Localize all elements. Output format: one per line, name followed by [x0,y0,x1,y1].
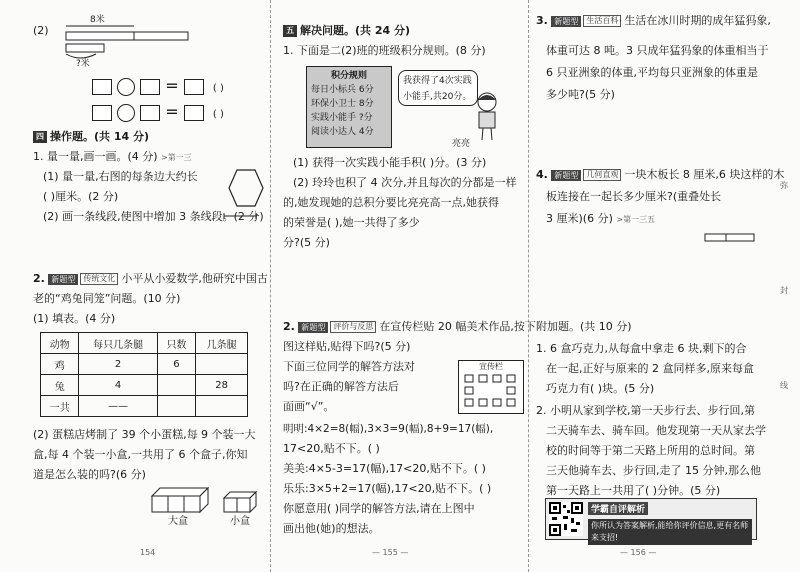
operator-circle[interactable] [117,104,135,122]
tag-new: 新题型 [298,322,328,333]
blank-paren: ( ) [212,83,224,94]
promo-banner[interactable] [545,498,757,540]
seal-line-char: 弥 [780,181,788,190]
blank-box[interactable] [184,79,204,95]
boy-name: 亮亮 [452,139,471,149]
q1-line: 1. 量一量,画一画。(4 分) >第一三 [33,150,192,163]
table-header-row: 动物 每只几条腿 只数 几条腿 [41,333,248,354]
q1-sub1a: (1) 量一量,右图的每条边大约长 [43,170,198,183]
equation-row-2: = ( ) [92,102,224,122]
seal-line-char: 封 [780,286,788,295]
q1-sub1b: ( )厘米。(2 分) [43,190,119,203]
section-5-title: 五 解决问题。(共 24 分) [283,22,410,40]
promo-text: 你所认为答案解析,能给你评价信息,更有名师来支招! [588,519,752,545]
qr-code-icon[interactable] [549,502,583,536]
small-box-figure [222,490,258,514]
tag-new: 新题型 [551,16,581,27]
q2-sub2-a: (2) 蛋糕店烤制了 39 个小蛋糕,每 9 个装一大 [33,428,256,441]
solution-mei: 美美:4×5-3=17(幅),17<20,贴不下。( ) [283,462,486,475]
blank-box[interactable] [92,105,112,121]
blank-box[interactable] [92,79,112,95]
boy-figure [470,90,504,142]
chicken-rabbit-table [40,332,248,417]
tag-reflect: 评价与反思 [330,321,376,333]
page-number-middle: — 155 — [372,548,409,557]
tag-new: 新题型 [551,170,581,181]
m-q2-text-b: 图这样贴,贴得下吗?(5 分) [283,340,411,353]
e1-c: 巧克力有( )块。(5 分) [546,382,655,395]
e2-d: 三天他骑车去、步行回,走了 15 分钟,那么他 [546,464,761,477]
e2-c: 校的时间等于第二天路上所用的总时间。第 [546,444,755,457]
r-q4-header: 4. 新题型 几何直观 一块木板长 8 厘米,6 块这样的木 [536,168,785,181]
small-box-label: 小盒 [230,516,250,527]
section-number-icon: 四 [33,131,47,143]
m-q2-text-e: 面画“√”。 [283,400,335,413]
board-grid [459,372,523,412]
e2-b: 二天骑车去、骑车回。他发现第一天从家去学 [546,424,766,437]
r-q3-d: 多少吨?(5 分) [546,88,615,101]
column-divider-2 [528,0,529,572]
e1-a: 1. 6 盒巧克力,从每盒中拿走 6 块,剩下的合 [536,342,747,355]
rule-item: 阅读小达人 4分 [311,127,374,137]
equation-row-1: = ( ) [92,76,224,96]
q2-header: 2. 新题型 传统文化 小平从小爱数学,他研究中国古 [33,272,268,285]
extra-title: 附加题。(共 10 分) [536,320,632,333]
bar-top-label: 8米 [90,15,105,25]
rule-item: 每日小标兵 6分 [311,85,374,95]
q2-sub1: (1) 填表。(4 分) [33,312,116,325]
m-q1-sub2-a: (2) 玲玲也积了 4 次分,并且每次的分都是一样 [293,176,517,189]
q2-sub2-c: 道是怎么装的吗?(6 分) [33,468,146,481]
m-q1-sub2-b: 的,她发现她的总积分要比亮亮高一点,她获得 [283,196,499,209]
seal-line-char: 线 [780,381,788,390]
solution-ming: 明明:4×2=8(幅),3×3=9(幅),8+9=17(幅), [283,423,494,435]
section-number-icon: 五 [283,25,297,37]
m-q2-header: 2. 新题型 评价与反思 在宣传栏贴 20 幅美术作品,按下 [283,320,536,333]
page-number-right: — 156 — [620,548,657,557]
bulletin-board: 宣传栏 [458,360,524,414]
tag-geometry: 几何直观 [583,169,621,181]
m-q2-text-d: 吗?在正确的解答方法后 [283,380,399,393]
q2-label: (2) [33,24,49,37]
speech-bubble: 我获得了4次实践 小能手,共20分。 [398,70,478,106]
table-row: 兔 4 28 [41,375,248,396]
promo-title: 学霸自评解析 [588,502,648,515]
column-divider-1 [270,0,271,572]
operator-circle[interactable] [117,78,135,96]
r-q3-header: 3. 新题型 生活百科 生活在冰川时期的成年猛犸象, [536,14,771,27]
rule-item: 实践小能手 ?分 [311,113,373,123]
solution-ming-2: 17<20,贴不下。( ) [283,442,380,455]
m-q1-sub1: (1) 获得一次实践小能手积( )分。(3 分) [293,156,487,169]
q1-sub2: (2) 画一条线段,使图中增加 3 条线段。(2 分) [43,210,264,223]
r-q3-c: 6 只亚洲象的体重,平均每只亚洲象的体重是 [546,66,758,79]
e1-b: 在一起,正好与原来的 2 盒同样多,原来每盒 [546,362,754,375]
page-number-left: 154 [140,548,156,557]
big-box-label: 大盒 [168,516,188,527]
r-q4-b: 板连接在一起长多少厘米?(重叠处长 [546,190,722,203]
section-4-title: 四 操作题。(共 14 分) [33,128,149,146]
m-q1-sub2-c: 的荣誉是( ),她一共得了多少 [283,216,420,229]
r-q3-b: 体重可达 8 吨。3 只成年猛犸象的体重相当于 [546,44,769,57]
r-q4-c-line: 3 厘米)(6 分) >第一三五 [546,212,656,225]
m-q2-text-c: 下面三位同学的解答方法对 [283,360,415,373]
rule-item: 环保小卫士 8分 [311,99,374,109]
tag-life: 生活百科 [583,15,621,27]
choose-a: 你愿意用( )同学的解答方法,请在上图中 [283,502,475,515]
big-box-figure [150,486,210,514]
bar-bottom-label: ?米 [76,59,90,69]
table-row: 鸡 2 6 [41,354,248,375]
e2-e: 第一天路上一共用了( )分钟。(5 分) [546,484,721,497]
blank-box[interactable] [184,105,204,121]
plank-figure [704,232,756,244]
choose-b: 画出他(她)的想法。 [283,522,380,535]
m-q1-sub2-d: 分?(5 分) [283,236,330,249]
blank-paren: ( ) [212,109,224,120]
tag-culture: 传统文化 [80,273,118,285]
tag-new: 新题型 [48,274,78,285]
solution-le: 乐乐:3×5+2=17(幅),17<20,贴不下。( ) [283,482,492,495]
rules-board: 积分规则 每日小标兵 6分 环保小卫士 8分 实践小能手 ?分 阅读小达人 4分 [306,66,392,148]
q2-text-b: 老的“鸡兔同笼”问题。(10 分) [33,292,181,305]
q2-sub2-b: 盒,每 4 个装一小盒,一共用了 6 个盒子,你知 [33,448,248,461]
table-row: 一共 —— [41,396,248,417]
blank-box[interactable] [140,79,160,95]
segment-figure [220,212,260,226]
e2-a: 2. 小明从家到学校,第一天步行去、步行回,第 [536,404,755,417]
hexagon-figure [228,168,264,208]
m-q1-line: 1. 下面是二(2)班的班级积分规则。(8 分) [283,44,486,57]
blank-box[interactable] [140,105,160,121]
